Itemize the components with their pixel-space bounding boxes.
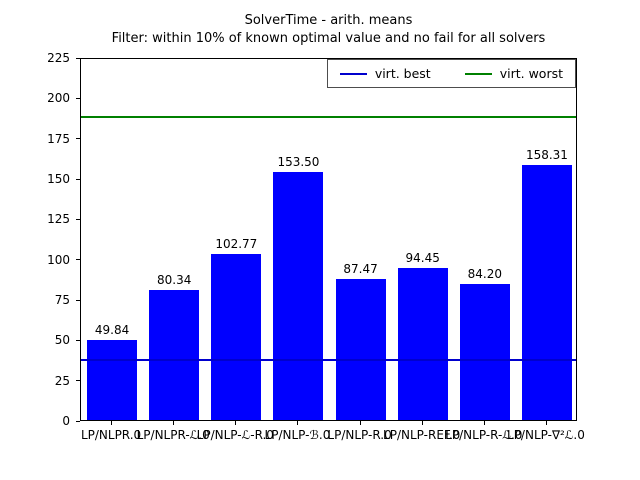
plot-area: [80, 58, 577, 421]
legend-label-virt-worst: virt. worst: [499, 66, 563, 81]
y-tick-label: 25: [54, 373, 70, 388]
x-tick-label: LP/NLPR-ℒ.0: [136, 428, 210, 442]
bar-value-label: 158.31: [525, 147, 568, 162]
x-tick-mark: [546, 421, 547, 425]
x-tick-label: LP/NLP-REF.0: [383, 428, 461, 442]
x-tick-mark: [173, 421, 174, 425]
y-tick-mark: [76, 98, 80, 99]
x-tick-mark: [360, 421, 361, 425]
bar: [398, 268, 448, 420]
y-tick-label: 125: [47, 212, 70, 227]
x-tick-mark: [484, 421, 485, 425]
bar: [273, 172, 323, 420]
y-tick-mark: [76, 380, 80, 381]
bar: [336, 279, 386, 420]
x-tick-mark: [111, 421, 112, 425]
y-tick-mark: [76, 179, 80, 180]
x-tick-label: LP/NLPR.0: [80, 428, 142, 442]
virt-worst-line-icon: [465, 73, 492, 75]
bar-value-label: 49.84: [94, 322, 130, 337]
x-tick-mark: [297, 421, 298, 425]
chart-title: SolverTime - arith. means: [244, 13, 413, 28]
bar: [522, 165, 572, 420]
bar-value-label: 80.34: [157, 273, 192, 288]
x-tick-label: LP/NLP-R-ℒ.0: [445, 428, 523, 442]
legend-label-virt-best: virt. best: [374, 66, 431, 81]
virt-best-line: [81, 359, 576, 361]
legend: [327, 59, 576, 88]
x-tick-mark: [235, 421, 236, 425]
y-tick-mark: [76, 340, 80, 341]
y-tick-mark: [76, 259, 80, 260]
y-tick-label: 100: [47, 252, 70, 267]
y-tick-mark: [76, 219, 80, 220]
x-tick-label: LP/NLP-R.0: [327, 428, 392, 442]
x-tick-label: LP/NLP-∇²ℒ.0: [507, 428, 585, 442]
bar: [211, 254, 261, 420]
y-tick-label: 50: [54, 333, 70, 348]
x-tick-label: LP/NLP-ℒ-R.0: [196, 428, 274, 442]
y-tick-mark: [76, 138, 80, 139]
y-tick-label: 225: [47, 51, 70, 65]
y-tick-label: 175: [47, 131, 70, 146]
bar: [149, 290, 199, 420]
chart-header: [80, 12, 577, 48]
bar-value-label: 84.20: [467, 267, 502, 282]
bar-value-label: 94.45: [405, 250, 440, 265]
legend-item-virt-worst: [465, 66, 563, 81]
bar-value-label: 87.47: [343, 261, 378, 276]
bar-value-label: 102.77: [215, 237, 258, 252]
x-tick-label: LP/NLP-ℬ.0: [264, 428, 331, 442]
x-tick-mark: [422, 421, 423, 425]
y-tick-label: 150: [47, 172, 70, 186]
chart-subtitle: Filter: within 10% of known optimal value and no fail for all solvers: [111, 31, 546, 46]
legend-item-virt-best: [340, 66, 431, 81]
bar: [87, 340, 137, 420]
virt-worst-line: [81, 116, 576, 118]
y-tick-label: 0: [62, 414, 70, 428]
plot-inner: [81, 59, 576, 420]
virt-best-line-icon: [340, 73, 367, 75]
y-tick-mark: [76, 58, 80, 59]
bar-value-label: 153.50: [277, 155, 320, 170]
bar: [460, 284, 510, 420]
y-tick-label: 200: [47, 91, 70, 106]
y-tick-mark: [76, 421, 80, 422]
y-tick-label: 75: [54, 293, 70, 307]
y-tick-mark: [76, 300, 80, 301]
